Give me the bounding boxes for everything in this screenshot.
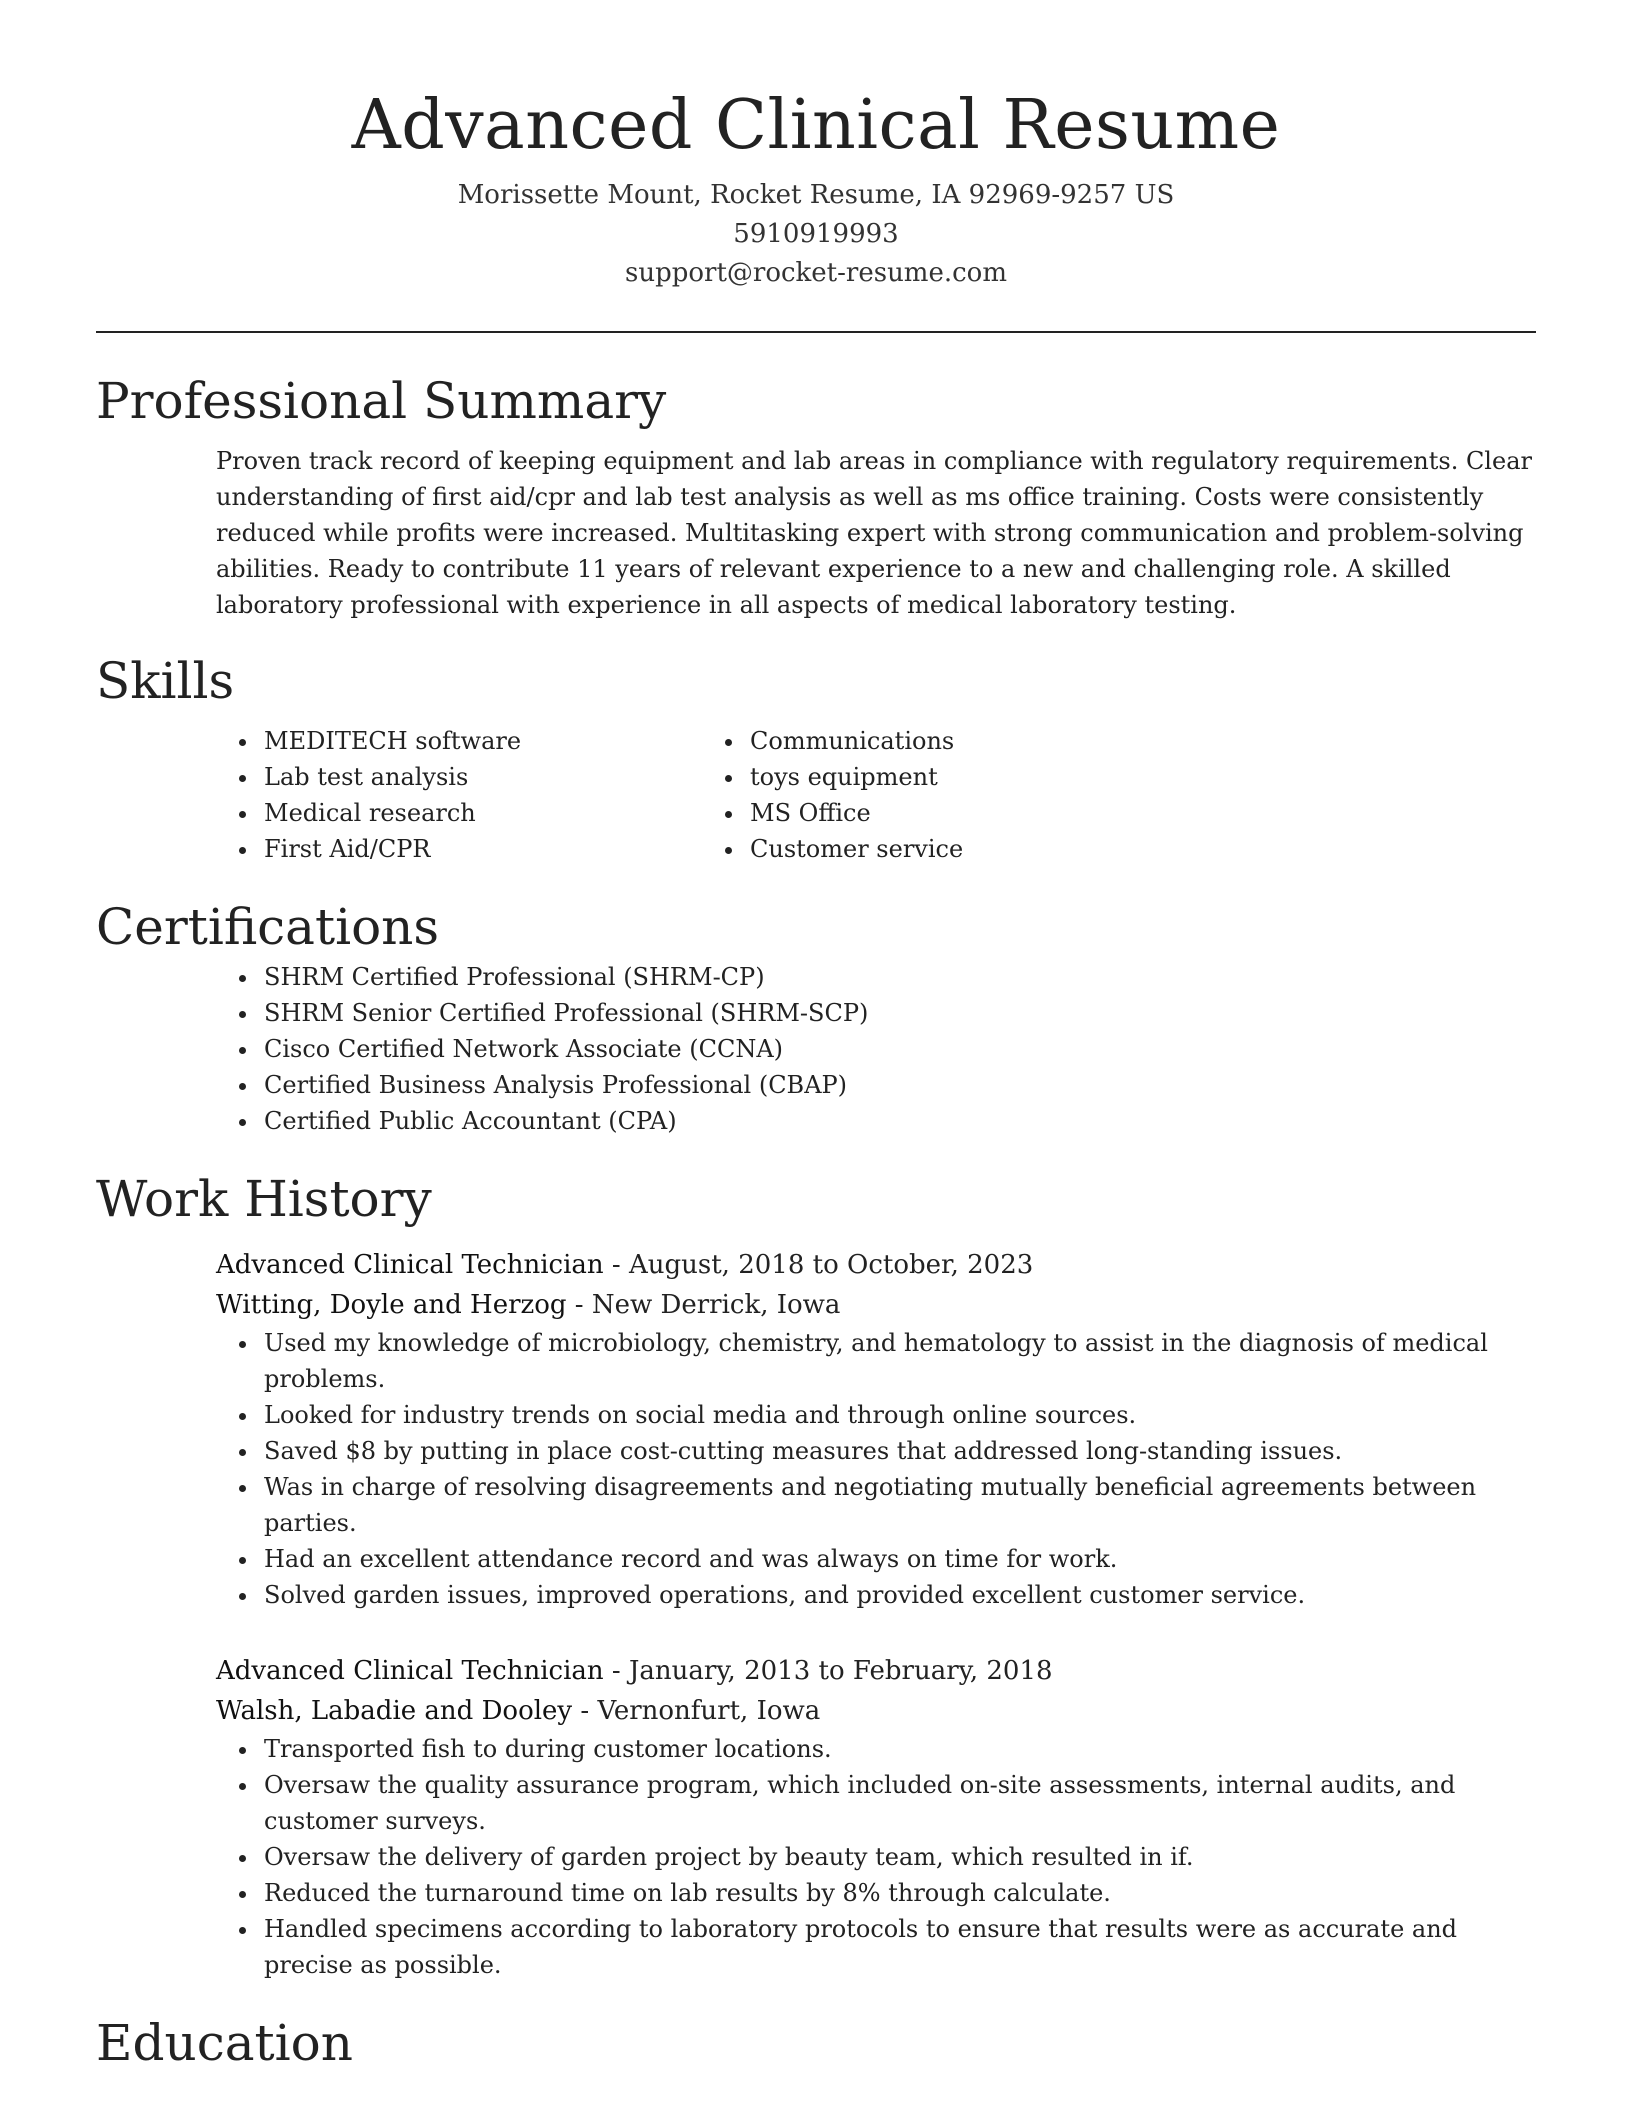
list-item: • Oversaw the quality assurance program, which included on-site assessments, internal audits, and customer surveys. bbox=[260, 1767, 1536, 1839]
header-divider bbox=[96, 331, 1536, 333]
list-item: • Oversaw the delivery of garden project by beauty team, which resulted in if. bbox=[260, 1839, 1536, 1875]
list-item: • Transported fish to during customer locations. bbox=[260, 1731, 1536, 1767]
contact-block bbox=[96, 176, 1536, 293]
skills-column-right bbox=[746, 723, 1396, 867]
list-item: • MS Office bbox=[746, 795, 1396, 831]
skills-list-left bbox=[96, 723, 746, 867]
skills-section bbox=[96, 649, 1536, 867]
list-item: • Cisco Certified Network Associate (CCNA) bbox=[260, 1031, 1536, 1067]
phone-text: 5910919993 bbox=[733, 219, 899, 249]
list-item: • Had an excellent attendance record and was always on time for work. bbox=[260, 1541, 1536, 1577]
job-role: Advanced Clinical Technician bbox=[216, 1656, 604, 1686]
separator: - bbox=[566, 1290, 592, 1320]
job-dates: January, 2013 to February, 2018 bbox=[628, 1656, 1053, 1686]
separator: - bbox=[572, 1696, 598, 1726]
list-item: • Used my knowledge of microbiology, chemistry, and hematology to assist in the diagnosis of medical problems. bbox=[260, 1325, 1536, 1397]
resume-page bbox=[96, 0, 1536, 2075]
separator: - bbox=[603, 1656, 629, 1686]
summary-heading: Professional Summary bbox=[96, 372, 667, 430]
list-item: • Saved $8 by putting in place cost-cutting measures that addressed long-standing issues. bbox=[260, 1433, 1536, 1469]
certifications-heading: Certifications bbox=[96, 898, 440, 956]
list-item: • Looked for industry trends on social media and through online sources. bbox=[260, 1397, 1536, 1433]
address-text: Morissette Mount, Rocket Resume, IA 92969-9257 US bbox=[457, 180, 1175, 210]
summary-paragraph: Proven track record of keeping equipment and lab areas in compliance with regulatory requirements. Clear understanding of first aid/cpr and lab test analysis as well as ms office training. Costs were consistently reduced while profits were increased. Multitasking expert with strong communication and problem-solving abilities. Ready to contribute 11 years of relevant experience to a new and challenging role. A skilled laboratory professional with experience in all aspects of medical laboratory testing. bbox=[216, 447, 1532, 619]
job-title-line bbox=[216, 1245, 1536, 1285]
job-location: New Derrick, Iowa bbox=[591, 1290, 841, 1320]
list-item: • SHRM Senior Certified Professional (SHRM-SCP) bbox=[260, 995, 1536, 1031]
list-item: • First Aid/CPR bbox=[260, 831, 746, 867]
certifications-section bbox=[96, 895, 1536, 1139]
list-item: • Customer service bbox=[746, 831, 1396, 867]
list-item: • Solved garden issues, improved operations, and provided excellent customer service. bbox=[260, 1577, 1536, 1613]
job-dates: August, 2018 to October, 2023 bbox=[628, 1250, 1034, 1280]
skills-column-left bbox=[96, 723, 746, 867]
list-item: • Reduced the turnaround time on lab results by 8% through calculate. bbox=[260, 1875, 1536, 1911]
resume-header bbox=[96, 0, 1536, 293]
work-history-section bbox=[96, 1167, 1536, 1983]
certifications-list bbox=[96, 959, 1536, 1139]
job-entry bbox=[96, 1245, 1536, 1613]
job-bullets bbox=[96, 1731, 1536, 1983]
list-item: • Medical research bbox=[260, 795, 746, 831]
education-section bbox=[96, 2011, 1536, 2075]
job-bullets bbox=[96, 1325, 1536, 1613]
list-item: • Handled specimens according to laboratory protocols to ensure that results were as accurate and precise as possible. bbox=[260, 1911, 1536, 1983]
skills-heading: Skills bbox=[96, 652, 235, 710]
job-role: Advanced Clinical Technician bbox=[216, 1250, 604, 1280]
separator: - bbox=[603, 1250, 629, 1280]
job-company: Witting, Doyle and Herzog bbox=[216, 1290, 567, 1320]
resume-title: Advanced Clinical Resume bbox=[351, 86, 1281, 165]
job-company: Walsh, Labadie and Dooley bbox=[216, 1696, 573, 1726]
email-text: support@rocket-resume.com bbox=[624, 258, 1007, 288]
list-item: • Communications bbox=[746, 723, 1396, 759]
summary-section bbox=[96, 369, 1536, 623]
list-item: • Certified Public Accountant (CPA) bbox=[260, 1103, 1536, 1139]
job-company-line bbox=[216, 1285, 1536, 1325]
skills-columns bbox=[96, 723, 1536, 867]
work-history-heading: Work History bbox=[96, 1170, 432, 1228]
list-item: • Was in charge of resolving disagreements and negotiating mutually beneficial agreements between parties. bbox=[260, 1469, 1536, 1541]
list-item: • Lab test analysis bbox=[260, 759, 746, 795]
list-item: • Certified Business Analysis Professional (CBAP) bbox=[260, 1067, 1536, 1103]
job-company-line bbox=[216, 1691, 1536, 1731]
skills-list-right bbox=[746, 723, 1396, 867]
job-entry bbox=[96, 1651, 1536, 1983]
list-item: • SHRM Certified Professional (SHRM-CP) bbox=[260, 959, 1536, 995]
job-location: Vernonfurt, Iowa bbox=[597, 1696, 821, 1726]
job-title-line bbox=[216, 1651, 1536, 1691]
list-item: • toys equipment bbox=[746, 759, 1396, 795]
education-heading: Education bbox=[96, 2014, 353, 2072]
list-item: • MEDITECH software bbox=[260, 723, 746, 759]
